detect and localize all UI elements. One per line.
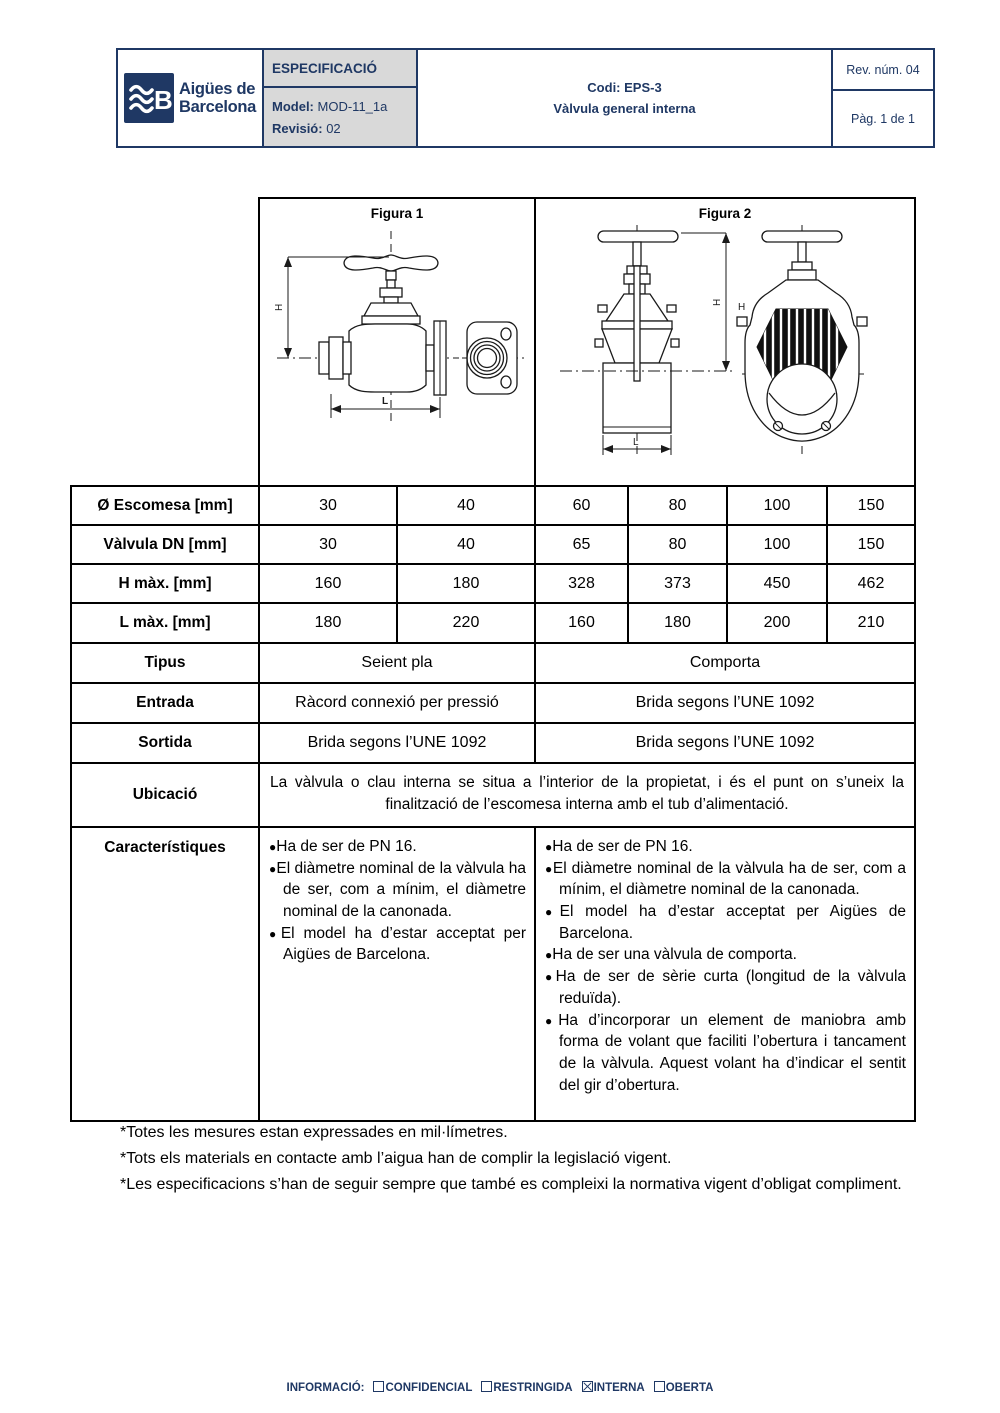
sortida-right: Brida segons l’UNE 1092 [536, 724, 914, 764]
unchecked-checkbox-icon [373, 1381, 384, 1392]
row-label: Sortida [72, 724, 260, 764]
caracteristica-item: ● Ha de ser una vàlvula de comporta. [545, 944, 906, 966]
brand-line1: Aigües de [178, 80, 256, 98]
brand-line2: Barcelona [178, 98, 257, 116]
revisio-label: Revisió: [272, 120, 323, 136]
footnotes [120, 1120, 916, 1198]
info-option-oberta [654, 1382, 714, 1394]
info-option-restringida [481, 1382, 572, 1394]
caracteristiques-left-list [269, 836, 526, 966]
value-cell: 462 [828, 565, 914, 604]
row-label: L màx. [mm] [72, 604, 260, 644]
spec-title: ESPECIFICACIÓ [264, 50, 416, 88]
row-label: Característiques [72, 828, 260, 1120]
value-cell: 160 [536, 604, 629, 644]
value-cell: 100 [728, 526, 828, 565]
info-option-label: INTERNA [593, 1382, 645, 1394]
caracteristica-item: ● El diàmetre nominal de la vàlvula ha de ser, com a mínim, el diàmetre nominal de la canonada. [269, 858, 526, 923]
value-cell: 100 [728, 487, 828, 526]
entrada-left: Ràcord connexió per pressió [260, 684, 536, 724]
aigues-barcelona-logo-icon [124, 73, 174, 123]
dim-h-label: H [274, 303, 285, 311]
figura-2-title: Figura 2 [698, 206, 752, 221]
value-cell: 30 [260, 526, 398, 565]
value-cell: 160 [260, 565, 398, 604]
caracteristiques-left [260, 828, 536, 1120]
value-cell: 150 [828, 487, 914, 526]
revisio-line [272, 121, 408, 136]
tipus-right: Comporta [536, 644, 914, 684]
row-label: H màx. [mm] [72, 565, 260, 604]
caracteristica-item: ● Ha de ser de PN 16. [545, 836, 906, 858]
info-option-confidencial [373, 1382, 472, 1394]
svg-text:B: B [153, 85, 173, 115]
value-cell: 65 [536, 526, 629, 565]
value-cell: 328 [536, 565, 629, 604]
caracteristica-item: ● El model ha d’estar acceptat per Aigües de Barcelona. [545, 901, 906, 944]
unchecked-checkbox-icon [654, 1381, 665, 1392]
value-cell: 60 [536, 487, 629, 526]
caracteristica-item: ● El diàmetre nominal de la vàlvula ha de ser, com a mínim, el diàmetre nominal de la canonada. [545, 858, 906, 901]
dim-l-label: L [382, 396, 389, 407]
row-label: Tipus [72, 644, 260, 684]
page-number: Pàg. 1 de 1 [851, 111, 915, 126]
gate-valve-drawing [536, 221, 914, 477]
value-cell: 373 [629, 565, 728, 604]
value-cell: 80 [629, 487, 728, 526]
info-option-label: RESTRINGIDA [493, 1382, 573, 1394]
value-cell: 180 [629, 604, 728, 644]
model-line [272, 99, 408, 114]
value-cell: 30 [260, 487, 398, 526]
footnote-item: *Tots els materials en contacte amb l’aigua han de complir la legislació vigent. [120, 1150, 672, 1167]
doc-code: Codi: EPS-3 [587, 80, 662, 95]
info-options [364, 1382, 713, 1394]
document-header [116, 48, 935, 148]
tipus-left: Seient pla [260, 644, 536, 684]
figura-2-cell [536, 199, 914, 485]
row-label: Ubicació [72, 764, 260, 828]
specification-cell [264, 50, 418, 146]
globe-valve-drawing [261, 221, 533, 477]
info-label: INFORMACIÓ: [286, 1382, 365, 1394]
info-option-interna [582, 1382, 645, 1394]
value-cell: 210 [828, 604, 914, 644]
company-logo [118, 50, 264, 146]
caracteristiques-right [536, 828, 914, 1120]
value-cell: 220 [398, 604, 536, 644]
info-option-label: CONFIDENCIAL [385, 1382, 473, 1394]
spec-body [264, 88, 416, 146]
footnote-item: *Totes les mesures estan expressades en mil·límetres. [120, 1124, 508, 1141]
revision-cell [833, 50, 933, 146]
footnote-item: *Les especificacions s’han de seguir sempre que també es compleixi la normativa vigent d’obligat compliment. [120, 1176, 902, 1193]
ubicacio-text: La vàlvula o clau interna se situa a l’interior de la propietat, i és el punt on s’uneix la finalització de l’escomesa interna amb el tub d’alimentació. [260, 764, 914, 828]
spec-table [70, 485, 916, 1122]
info-option-label: OBERTA [665, 1382, 714, 1394]
dim-h-label: H [738, 302, 746, 313]
dim-l-label: L [633, 437, 639, 448]
classification-footer [0, 1380, 1000, 1394]
checked-checkbox-icon [582, 1381, 593, 1392]
figura-1-title: Figura 1 [370, 206, 424, 221]
page-title: Vàlvula general interna [553, 101, 696, 116]
value-cell: 180 [260, 604, 398, 644]
value-cell: 450 [728, 565, 828, 604]
value-cell: 150 [828, 526, 914, 565]
caracteristica-item: ● Ha de ser de sèrie curta (longitud de la vàlvula reduïda). [545, 966, 906, 1009]
brand-text [179, 80, 256, 116]
dim-h-label: H [712, 298, 723, 306]
caracteristiques-right-list [545, 836, 906, 1096]
unchecked-checkbox-icon [481, 1381, 492, 1392]
revisio-value: 02 [326, 120, 341, 136]
caracteristica-item: ● Ha de ser de PN 16. [269, 836, 526, 858]
sortida-left: Brida segons l’UNE 1092 [260, 724, 536, 764]
model-label: Model: [272, 98, 314, 114]
row-label: Vàlvula DN [mm] [72, 526, 260, 565]
model-value: MOD-11_1a [317, 98, 388, 114]
value-cell: 40 [398, 526, 536, 565]
caracteristica-item: ● Ha d’incorporar un element de maniobra amb forma de volant que faciliti l’obertura i tancament de la vàlvula. Aquest volant ha d’indicar el sentit del gir d’obertura. [545, 1010, 906, 1097]
rev-number: Rev. núm. 04 [833, 50, 933, 91]
figura-1-cell [260, 199, 536, 485]
value-cell: 200 [728, 604, 828, 644]
value-cell: 80 [629, 526, 728, 565]
value-cell: 40 [398, 487, 536, 526]
row-label: Ø Escomesa [mm] [72, 487, 260, 526]
caracteristica-item: ● El model ha d’estar acceptat per Aigües de Barcelona. [269, 923, 526, 966]
entrada-right: Brida segons l’UNE 1092 [536, 684, 914, 724]
value-cell: 180 [398, 565, 536, 604]
row-label: Entrada [72, 684, 260, 724]
document-title-cell [418, 50, 833, 146]
figures-table [258, 197, 916, 487]
